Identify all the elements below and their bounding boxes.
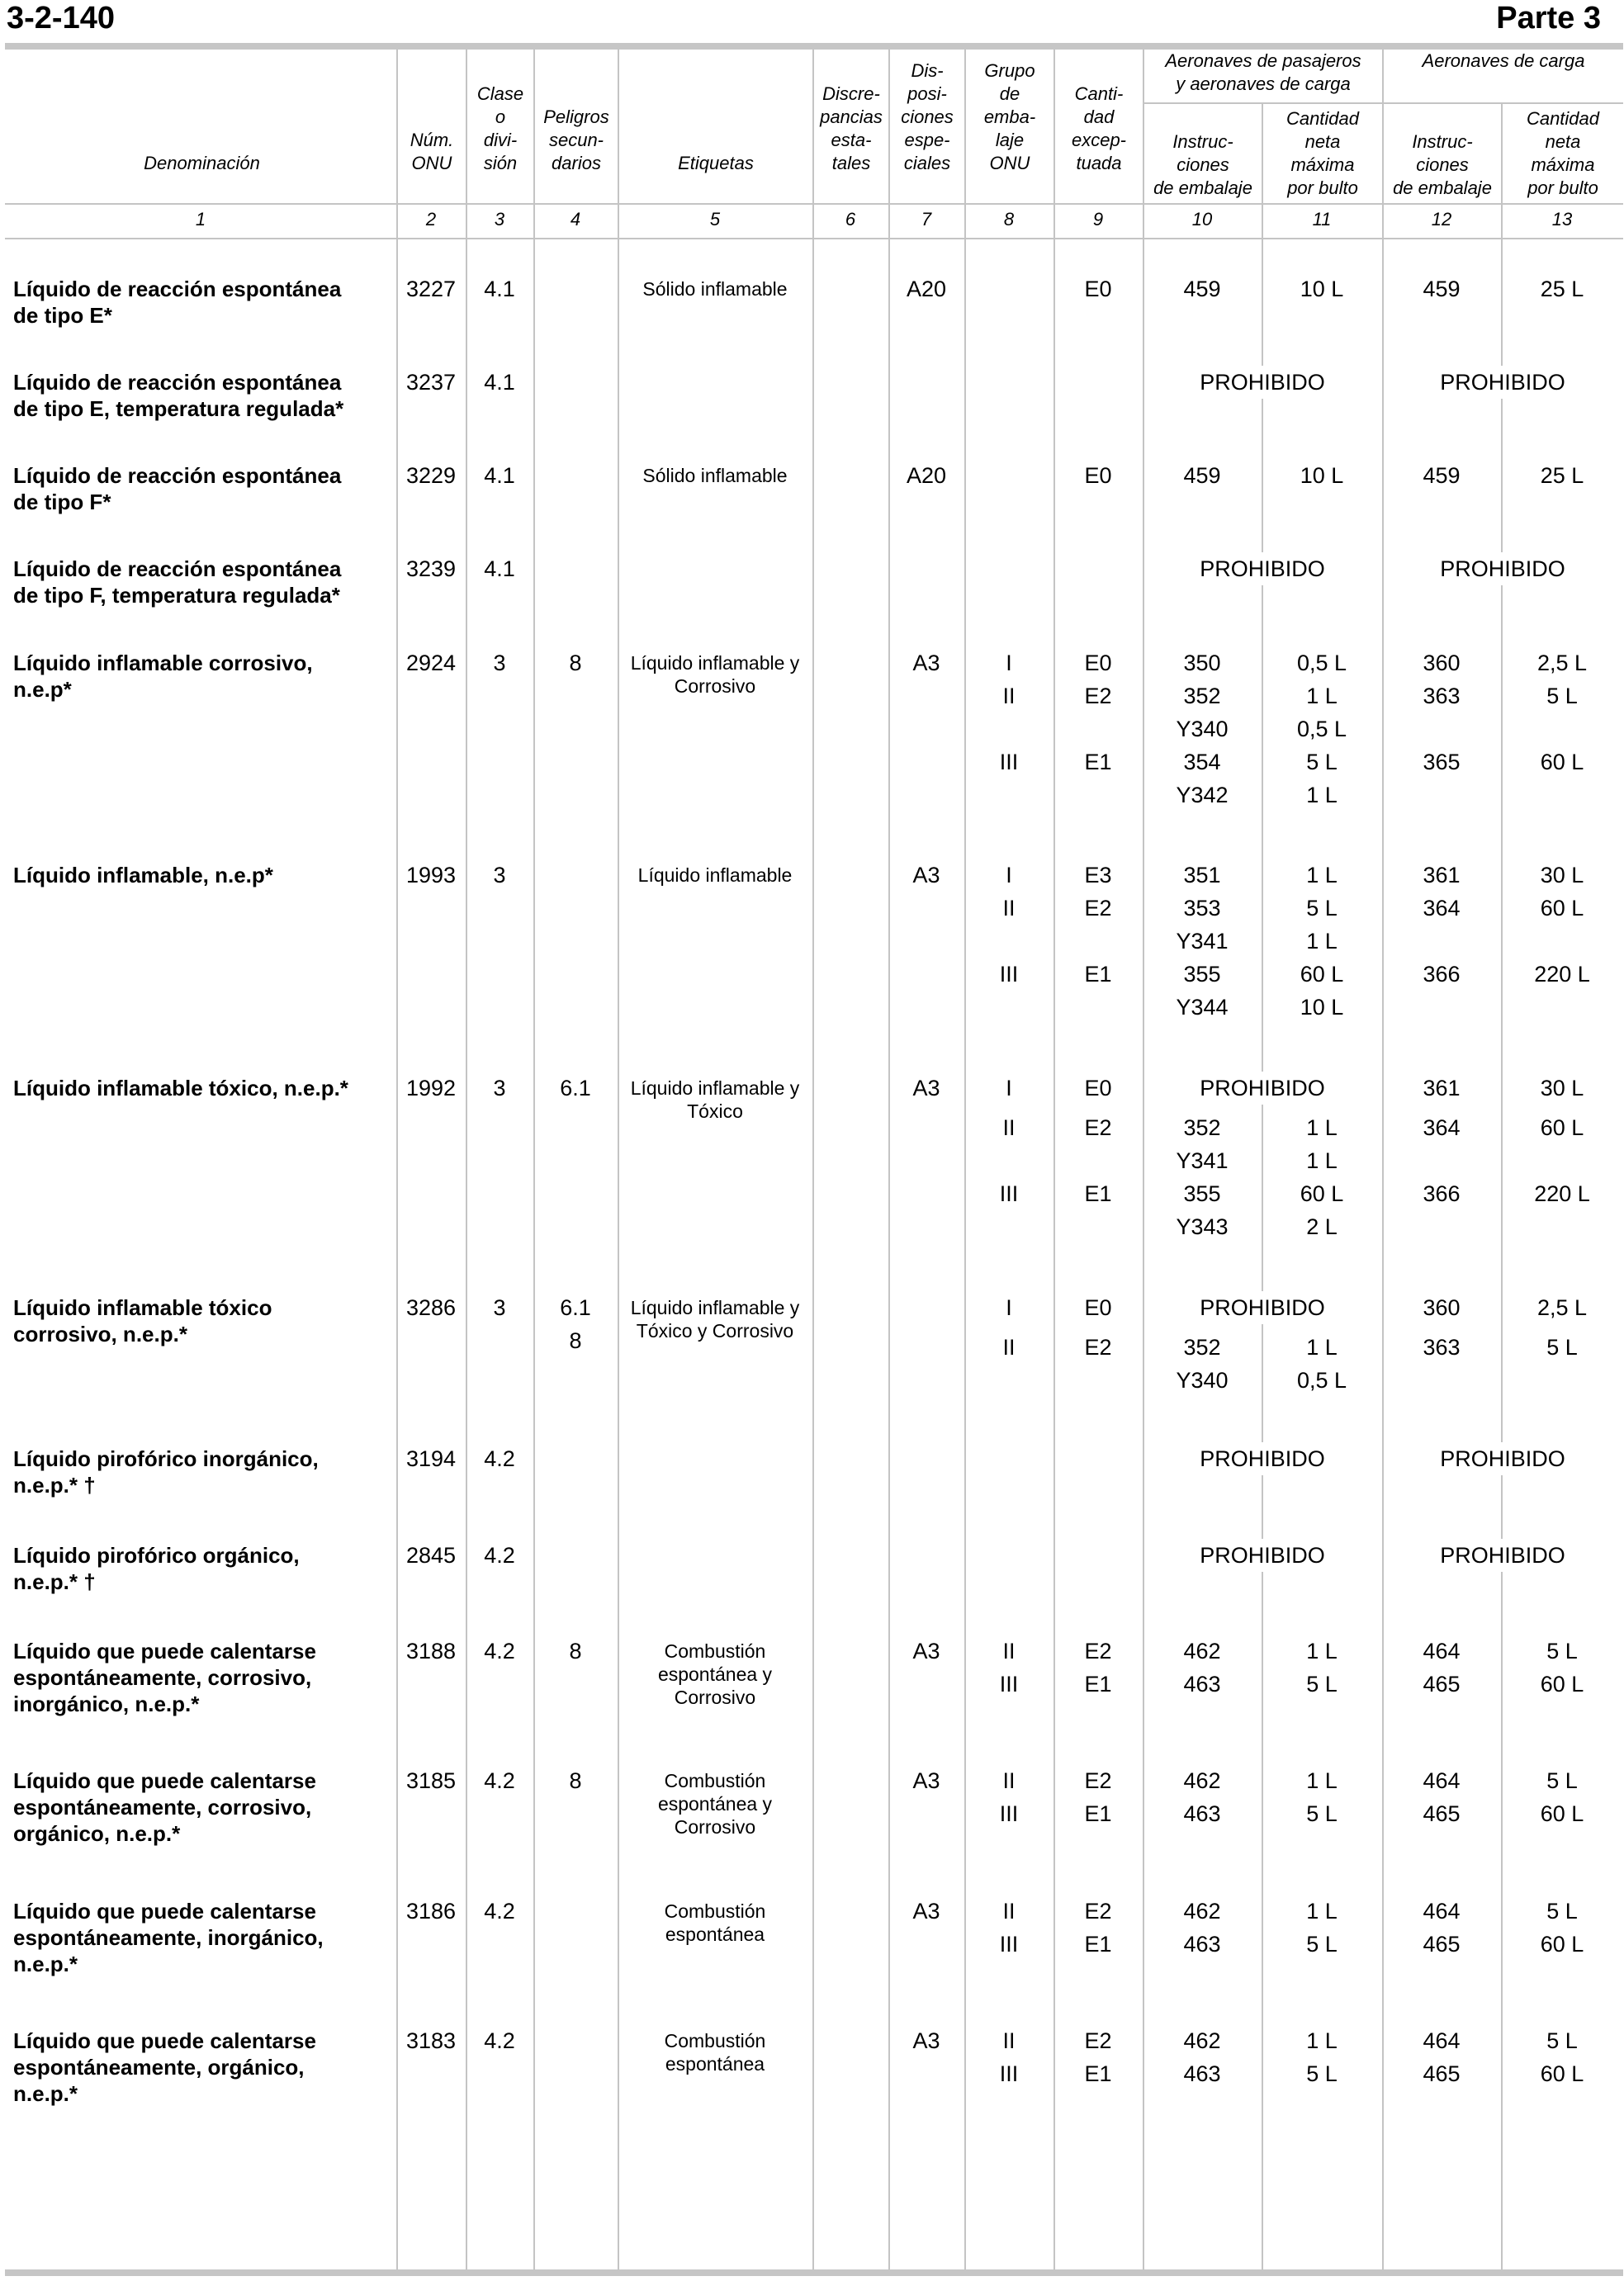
class-division: 4.2 [484, 1899, 515, 1924]
header-denominacion: Denominación [144, 153, 260, 173]
max-net-quantity-passenger: 1 L [1306, 1115, 1338, 1140]
packing-instruction-cargo: 364 [1423, 1115, 1461, 1140]
hazard-label: Sólido inflamable [642, 465, 788, 486]
excepted-quantity: E1 [1084, 1932, 1112, 1957]
hazard-label: Combustión espontánea [664, 2030, 766, 2075]
column-number: 11 [1312, 209, 1332, 230]
bottom-rule [5, 2269, 1623, 2276]
packing-group: III [999, 1672, 1019, 1697]
class-division: 3 [493, 1295, 506, 1320]
prohibited-cargo: PROHIBIDO [1420, 1442, 1585, 1475]
special-provisions: A20 [906, 463, 947, 488]
header-cantidad-carga: Cantidad neta máxima por bulto [1526, 108, 1600, 198]
packing-group: I [1006, 863, 1012, 887]
packing-instruction-cargo: 366 [1423, 1181, 1461, 1206]
max-net-quantity-passenger: 0,5 L [1296, 651, 1347, 675]
packing-instruction-cargo: 366 [1423, 962, 1461, 987]
packing-group: II [1002, 1768, 1016, 1793]
packing-group: II [1002, 1639, 1016, 1663]
excepted-quantity: E2 [1084, 1899, 1112, 1924]
packing-group: III [999, 1801, 1019, 1826]
packing-instruction-passenger: Y342 [1176, 783, 1229, 807]
max-net-quantity-passenger: 0,5 L [1296, 1368, 1347, 1393]
column-number: 10 [1191, 209, 1213, 230]
hazard-label: Sólido inflamable [642, 278, 788, 300]
part-title: Parte 3 [1496, 1, 1601, 35]
column-number: 3 [494, 209, 505, 230]
max-net-quantity-cargo: 60 L [1540, 1672, 1584, 1697]
column-number: 1 [195, 209, 206, 230]
max-net-quantity-cargo: 25 L [1540, 277, 1584, 301]
hazard-label: Líquido inflamable [637, 864, 793, 886]
packing-instruction-cargo: 361 [1423, 863, 1461, 887]
header-rule [5, 203, 1623, 205]
hazard-label: Combustión espontánea y Corrosivo [657, 1640, 773, 1708]
excepted-quantity: E0 [1084, 1295, 1112, 1320]
packing-group: II [1002, 1899, 1016, 1924]
max-net-quantity-passenger: 5 L [1306, 1932, 1338, 1957]
header-group-passenger: Aeronaves de pasajeros y aeronaves de carga [1165, 50, 1361, 94]
packing-instruction-passenger: 352 [1183, 1115, 1221, 1140]
substance-name: Líquido pirofórico orgánico, n.e.p.* † [13, 1543, 300, 1594]
header-group-cargo: Aeronaves de carga [1422, 50, 1585, 71]
packing-instruction-cargo: 361 [1423, 1076, 1461, 1100]
max-net-quantity-passenger: 0,5 L [1296, 717, 1347, 741]
class-division: 4.1 [484, 556, 515, 581]
column-number: 9 [1092, 209, 1104, 230]
substance-name: Líquido que puede calentarse espontáneamente, corrosivo, inorgánico, n.e.p.* [13, 1639, 316, 1716]
un-number: 3186 [405, 1899, 457, 1924]
packing-instruction-cargo: 464 [1423, 1639, 1461, 1663]
class-division: 4.1 [484, 277, 515, 301]
packing-instruction-passenger: 355 [1183, 962, 1221, 987]
max-net-quantity-passenger: 1 L [1306, 863, 1338, 887]
packing-instruction-passenger: Y340 [1176, 717, 1229, 741]
packing-group: III [999, 1932, 1019, 1957]
packing-instruction-cargo: 360 [1423, 1295, 1461, 1320]
max-net-quantity-cargo: 60 L [1540, 2061, 1584, 2086]
packing-instruction-passenger: 352 [1183, 1335, 1221, 1360]
un-number: 2924 [405, 651, 457, 675]
column-rule [533, 50, 535, 2269]
un-number: 3229 [405, 463, 457, 488]
max-net-quantity-cargo: 60 L [1540, 1115, 1584, 1140]
special-provisions: A3 [912, 1768, 940, 1793]
max-net-quantity-passenger: 2 L [1306, 1214, 1338, 1239]
header-instrucciones-pasajeros: Instruc- ciones de embalaje [1153, 131, 1252, 198]
max-net-quantity-cargo: 25 L [1540, 463, 1584, 488]
class-division: 4.2 [484, 1768, 515, 1793]
packing-instruction-cargo: 364 [1423, 896, 1461, 920]
hazard-label: Líquido inflamable y Tóxico [630, 1077, 800, 1122]
max-net-quantity-passenger: 5 L [1306, 2061, 1338, 2086]
header-num-onu: Núm. ONU [410, 130, 454, 173]
substance-name: Líquido de reacción espontánea de tipo E, temperatura regulada* [13, 370, 344, 421]
column-number: 7 [921, 209, 932, 230]
packing-group: III [999, 2061, 1019, 2086]
excepted-quantity: E2 [1084, 1768, 1112, 1793]
header-discrepancias: Discre- pancias esta- tales [820, 83, 883, 173]
substance-name: Líquido que puede calentarse espontáneamente, corrosivo, orgánico, n.e.p.* [13, 1768, 316, 1846]
substance-name: Líquido pirofórico inorgánico, n.e.p.* † [13, 1446, 319, 1498]
un-number: 2845 [405, 1543, 457, 1568]
max-net-quantity-passenger: 1 L [1306, 1899, 1338, 1924]
excepted-quantity: E2 [1084, 1115, 1112, 1140]
excepted-quantity: E1 [1084, 1801, 1112, 1826]
un-number: 3194 [405, 1446, 457, 1471]
header-clase: Clase o divi- sión [476, 83, 524, 173]
prohibited-cargo: PROHIBIDO [1420, 366, 1585, 399]
max-net-quantity-passenger: 1 L [1306, 1148, 1338, 1173]
packing-instruction-cargo: 465 [1423, 1932, 1461, 1957]
packing-instruction-cargo: 360 [1423, 651, 1461, 675]
packing-instruction-passenger: 350 [1183, 651, 1221, 675]
packing-group: III [999, 1181, 1019, 1206]
hazard-label: Combustión espontánea [664, 1900, 766, 1945]
special-provisions: A3 [912, 1899, 940, 1924]
un-number: 3286 [405, 1295, 457, 1320]
un-number: 1993 [405, 863, 457, 887]
special-provisions: A3 [912, 2028, 940, 2053]
packing-instruction-passenger: 462 [1183, 1768, 1221, 1793]
excepted-quantity: E2 [1084, 2028, 1112, 2053]
subsidiary-hazard: 8 [569, 1768, 582, 1793]
packing-group: II [1002, 1335, 1016, 1360]
packing-group: II [1002, 896, 1016, 920]
max-net-quantity-cargo: 30 L [1540, 1076, 1584, 1100]
max-net-quantity-passenger: 5 L [1306, 1801, 1338, 1826]
substance-name: Líquido que puede calentarse espontáneamente, orgánico, n.e.p.* [13, 2028, 316, 2106]
excepted-quantity: E3 [1084, 863, 1112, 887]
hazard-label: Líquido inflamable y Corrosivo [630, 652, 800, 697]
excepted-quantity: E1 [1084, 962, 1112, 987]
packing-instruction-cargo: 459 [1423, 463, 1461, 488]
un-number: 3185 [405, 1768, 457, 1793]
packing-instruction-cargo: 459 [1423, 277, 1461, 301]
max-net-quantity-passenger: 1 L [1306, 1639, 1338, 1663]
top-rule [5, 43, 1623, 50]
packing-instruction-cargo: 363 [1423, 684, 1461, 708]
packing-instruction-passenger: Y341 [1176, 1148, 1229, 1173]
max-net-quantity-passenger: 10 L [1300, 463, 1344, 488]
packing-instruction-passenger: Y344 [1176, 995, 1229, 1020]
prohibited-passenger: PROHIBIDO [1180, 1291, 1345, 1324]
class-division: 4.1 [484, 463, 515, 488]
column-number: 2 [425, 209, 437, 230]
class-division: 3 [493, 863, 506, 887]
packing-instruction-cargo: 363 [1423, 1335, 1461, 1360]
column-number: 12 [1431, 209, 1452, 230]
packing-instruction-cargo: 464 [1423, 1768, 1461, 1793]
substance-name: Líquido inflamable, n.e.p* [13, 863, 273, 887]
max-net-quantity-passenger: 1 L [1306, 1768, 1338, 1793]
column-rule [888, 50, 890, 2269]
header-peligros-secundarios: Peligros secun- darios [543, 106, 609, 173]
excepted-quantity: E1 [1084, 1672, 1112, 1697]
substance-name: Líquido inflamable tóxico corrosivo, n.e.p.* [13, 1295, 272, 1346]
hazard-label: Líquido inflamable y Tóxico y Corrosivo [630, 1297, 800, 1342]
max-net-quantity-cargo: 5 L [1546, 1639, 1578, 1663]
prohibited-cargo: PROHIBIDO [1420, 552, 1585, 585]
excepted-quantity: E0 [1084, 463, 1112, 488]
packing-instruction-passenger: 351 [1183, 863, 1221, 887]
max-net-quantity-cargo: 30 L [1540, 863, 1584, 887]
class-division: 4.1 [484, 370, 515, 395]
max-net-quantity-cargo: 5 L [1546, 2028, 1578, 2053]
packing-instruction-cargo: 365 [1423, 750, 1461, 774]
un-number: 3227 [405, 277, 457, 301]
packing-instruction-passenger: 462 [1183, 1899, 1221, 1924]
page-number: 3-2-140 [7, 1, 115, 35]
packing-instruction-passenger: 353 [1183, 896, 1221, 920]
packing-instruction-passenger: 355 [1183, 1181, 1221, 1206]
subsidiary-hazard: 6.1 8 [560, 1295, 591, 1353]
max-net-quantity-passenger: 5 L [1306, 1672, 1338, 1697]
max-net-quantity-cargo: 5 L [1546, 1768, 1578, 1793]
max-net-quantity-passenger: 5 L [1306, 750, 1338, 774]
packing-group: I [1006, 1076, 1012, 1100]
subsidiary-hazard: 6.1 [560, 1076, 591, 1100]
column-number: 13 [1551, 209, 1573, 230]
special-provisions: A3 [912, 1639, 940, 1663]
packing-instruction-cargo: 465 [1423, 2061, 1461, 2086]
header-instrucciones-carga: Instruc- ciones de embalaje [1393, 131, 1492, 198]
max-net-quantity-cargo: 5 L [1546, 1335, 1578, 1360]
class-division: 4.2 [484, 2028, 515, 2053]
max-net-quantity-cargo: 5 L [1546, 1899, 1578, 1924]
packing-instruction-passenger: 463 [1183, 1932, 1221, 1957]
class-division: 4.2 [484, 1543, 515, 1568]
substance-name: Líquido inflamable tóxico, n.e.p.* [13, 1076, 348, 1100]
excepted-quantity: E2 [1084, 684, 1112, 708]
excepted-quantity: E1 [1084, 1181, 1112, 1206]
substance-name: Líquido inflamable corrosivo, n.e.p* [13, 651, 313, 702]
packing-instruction-passenger: 354 [1183, 750, 1221, 774]
header-cantidad-exceptuada: Canti- dad excep- tuada [1071, 83, 1127, 173]
prohibited-passenger: PROHIBIDO [1180, 1072, 1345, 1105]
excepted-quantity: E2 [1084, 1639, 1112, 1663]
max-net-quantity-passenger: 1 L [1306, 929, 1338, 954]
max-net-quantity-passenger: 1 L [1306, 2028, 1338, 2053]
excepted-quantity: E0 [1084, 1076, 1112, 1100]
max-net-quantity-passenger: 10 L [1300, 277, 1344, 301]
packing-instruction-passenger: 462 [1183, 1639, 1221, 1663]
column-number: 8 [1003, 209, 1015, 230]
max-net-quantity-cargo: 60 L [1540, 1801, 1584, 1826]
subsidiary-hazard: 8 [569, 1639, 582, 1663]
column-rule [812, 50, 814, 2269]
packing-instruction-cargo: 464 [1423, 1899, 1461, 1924]
subsidiary-hazard: 8 [569, 651, 582, 675]
packing-group: II [1002, 1115, 1016, 1140]
max-net-quantity-cargo: 2,5 L [1536, 1295, 1588, 1320]
excepted-quantity: E0 [1084, 277, 1112, 301]
max-net-quantity-passenger: 1 L [1306, 783, 1338, 807]
special-provisions: A20 [906, 277, 947, 301]
max-net-quantity-cargo: 5 L [1546, 684, 1578, 708]
prohibited-cargo: PROHIBIDO [1420, 1539, 1585, 1572]
un-number: 1992 [405, 1076, 457, 1100]
packing-group: I [1006, 1295, 1012, 1320]
un-number: 3188 [405, 1639, 457, 1663]
un-number: 3237 [405, 370, 457, 395]
packing-instruction-passenger: 463 [1183, 1672, 1221, 1697]
class-division: 3 [493, 651, 506, 675]
max-net-quantity-cargo: 220 L [1534, 1181, 1590, 1206]
packing-instruction-passenger: 459 [1183, 277, 1221, 301]
excepted-quantity: E2 [1084, 1335, 1112, 1360]
substance-name: Líquido de reacción espontánea de tipo F* [13, 463, 342, 514]
packing-group: I [1006, 651, 1012, 675]
max-net-quantity-passenger: 10 L [1300, 995, 1344, 1020]
column-number: 4 [570, 209, 581, 230]
max-net-quantity-passenger: 1 L [1306, 684, 1338, 708]
special-provisions: A3 [912, 651, 940, 675]
packing-group: II [1002, 2028, 1016, 2053]
max-net-quantity-passenger: 1 L [1306, 1335, 1338, 1360]
header-etiquetas: Etiquetas [678, 153, 754, 173]
class-division: 4.2 [484, 1446, 515, 1471]
packing-instruction-passenger: 463 [1183, 2061, 1221, 2086]
max-net-quantity-cargo: 60 L [1540, 1932, 1584, 1957]
header-grupo-embalaje: Grupo de emba- laje ONU [983, 60, 1036, 173]
max-net-quantity-passenger: 60 L [1300, 962, 1344, 987]
packing-instruction-cargo: 465 [1423, 1672, 1461, 1697]
max-net-quantity-cargo: 2,5 L [1536, 651, 1588, 675]
packing-group: II [1002, 684, 1016, 708]
prohibited-passenger: PROHIBIDO [1180, 552, 1345, 585]
packing-instruction-cargo: 464 [1423, 2028, 1461, 2053]
packing-group: III [999, 962, 1019, 987]
packing-instruction-passenger: 462 [1183, 2028, 1221, 2053]
max-net-quantity-cargo: 220 L [1534, 962, 1590, 987]
max-net-quantity-passenger: 60 L [1300, 1181, 1344, 1206]
column-numbers-rule [5, 238, 1623, 239]
hazard-label: Combustión espontánea y Corrosivo [657, 1770, 773, 1838]
excepted-quantity: E1 [1084, 750, 1112, 774]
class-division: 3 [493, 1076, 506, 1100]
excepted-quantity: E2 [1084, 896, 1112, 920]
max-net-quantity-cargo: 60 L [1540, 750, 1584, 774]
packing-instruction-passenger: Y340 [1176, 1368, 1229, 1393]
class-division: 4.2 [484, 1639, 515, 1663]
excepted-quantity: E1 [1084, 2061, 1112, 2086]
max-net-quantity-cargo: 60 L [1540, 896, 1584, 920]
packing-instruction-passenger: 459 [1183, 463, 1221, 488]
special-provisions: A3 [912, 863, 940, 887]
prohibited-passenger: PROHIBIDO [1180, 366, 1345, 399]
header-disposiciones: Dis- posi- ciones espe- ciales [901, 60, 954, 173]
prohibited-passenger: PROHIBIDO [1180, 1442, 1345, 1475]
column-number: 6 [845, 209, 856, 230]
substance-name: Líquido que puede calentarse espontáneamente, inorgánico, n.e.p.* [13, 1899, 324, 1976]
substance-name: Líquido de reacción espontánea de tipo F, temperatura regulada* [13, 556, 342, 608]
un-number: 3183 [405, 2028, 457, 2053]
excepted-quantity: E0 [1084, 651, 1112, 675]
prohibited-passenger: PROHIBIDO [1180, 1539, 1345, 1572]
packing-instruction-passenger: 463 [1183, 1801, 1221, 1826]
special-provisions: A3 [912, 1076, 940, 1100]
substance-name: Líquido de reacción espontánea de tipo E* [13, 277, 342, 328]
un-number: 3239 [405, 556, 457, 581]
packing-instruction-cargo: 465 [1423, 1801, 1461, 1826]
packing-instruction-passenger: Y341 [1176, 929, 1229, 954]
packing-instruction-passenger: Y343 [1176, 1214, 1229, 1239]
max-net-quantity-passenger: 5 L [1306, 896, 1338, 920]
packing-group: III [999, 750, 1019, 774]
packing-instruction-passenger: 352 [1183, 684, 1221, 708]
header-cantidad-pasajeros: Cantidad neta máxima por bulto [1285, 108, 1360, 198]
column-number: 5 [709, 209, 721, 230]
